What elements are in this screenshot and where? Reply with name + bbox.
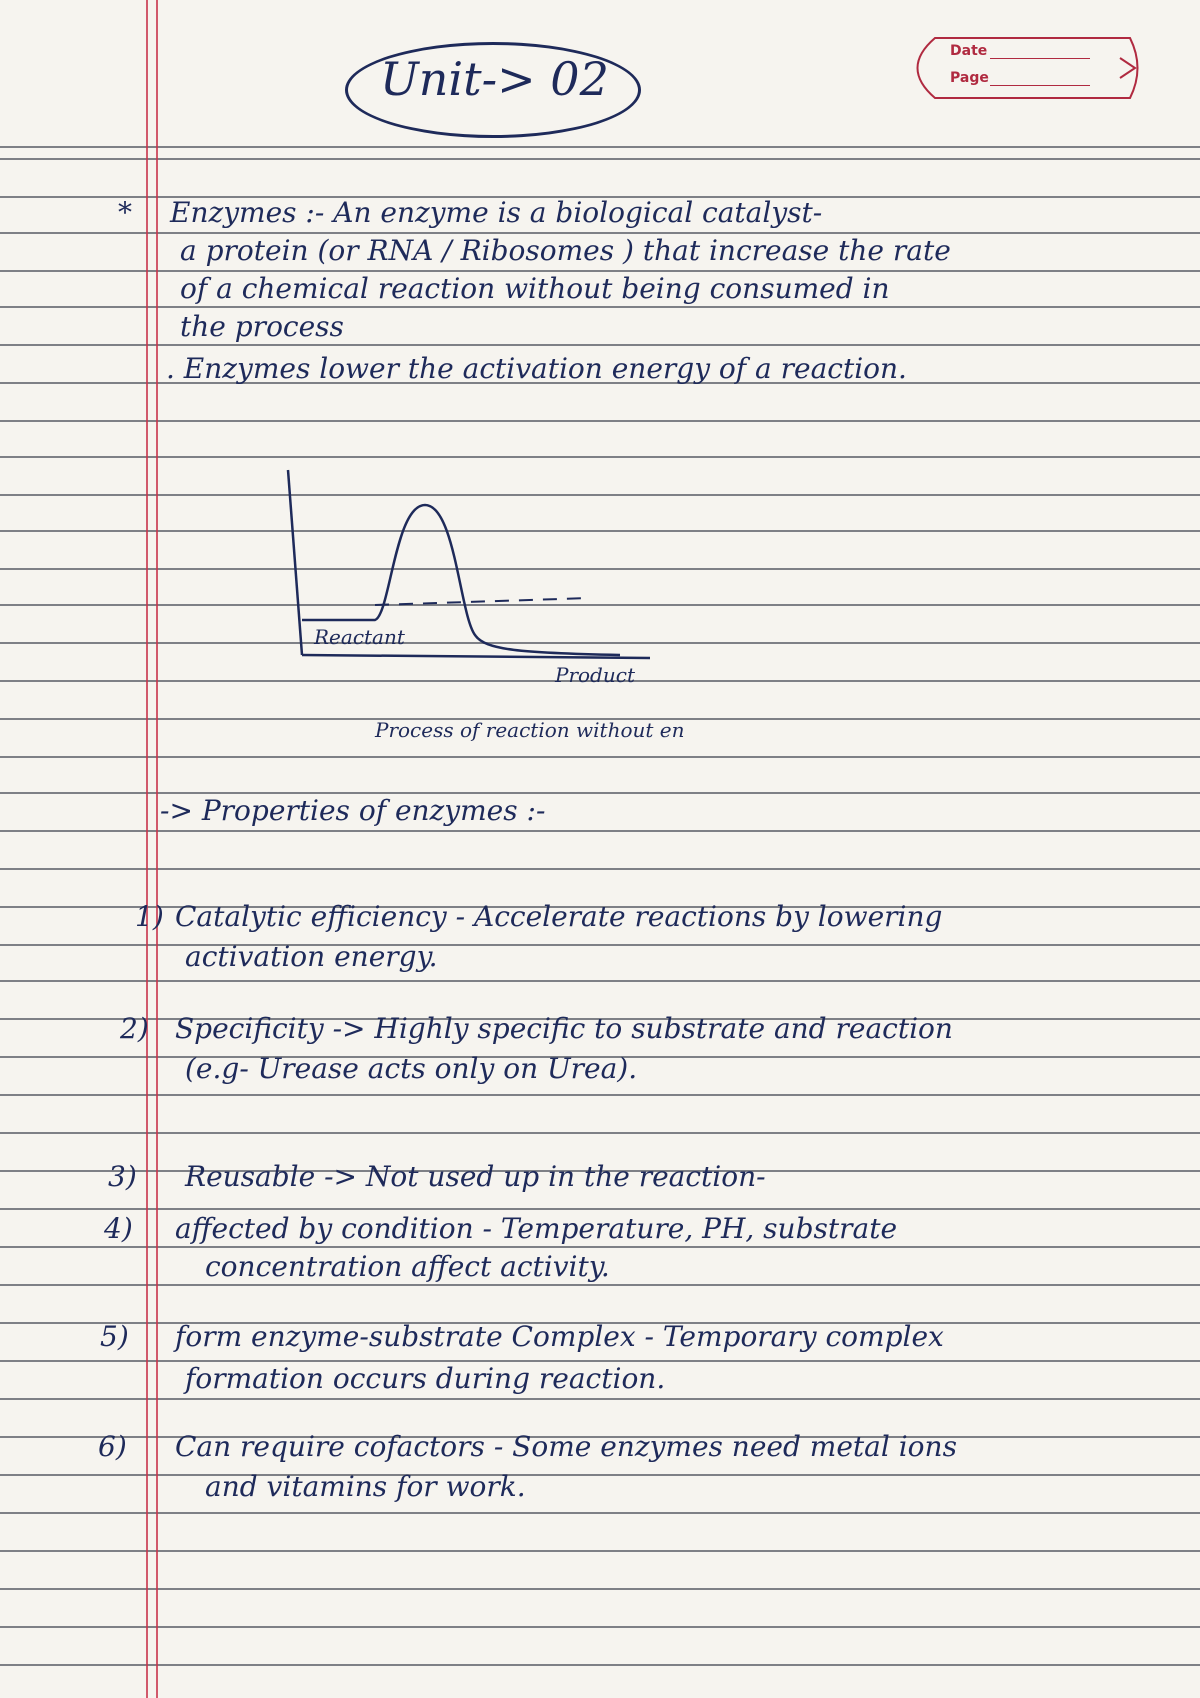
ruled-line xyxy=(0,344,1200,346)
ruled-line xyxy=(0,1132,1200,1134)
property-line: affected by condition - Temperature, PH, substrate xyxy=(175,1212,898,1245)
property-line: Reusable -> Not used up in the reaction- xyxy=(185,1160,766,1193)
unit-title: Unit-> 02 xyxy=(380,52,609,106)
property-line: formation occurs during reaction. xyxy=(185,1362,666,1395)
property-line: Can require cofactors - Some enzymes need metal ions xyxy=(175,1430,957,1463)
definition-line: . Enzymes lower the activation energy of a reaction. xyxy=(166,352,907,385)
diagram-caption: Process of reaction without en xyxy=(375,718,685,742)
ruled-line xyxy=(0,1208,1200,1210)
date-page-stamp xyxy=(895,28,1145,108)
ruled-line xyxy=(0,1550,1200,1552)
page-line xyxy=(990,85,1090,86)
margin-line xyxy=(146,0,148,1698)
ruled-line xyxy=(0,756,1200,758)
item-number: 6) xyxy=(98,1430,127,1463)
ruled-line xyxy=(0,944,1200,946)
ruled-line xyxy=(0,158,1200,160)
date-label: Date xyxy=(950,43,988,59)
ruled-line xyxy=(0,868,1200,870)
y-axis xyxy=(288,470,302,655)
property-line: (e.g- Urease acts only on Urea). xyxy=(185,1052,638,1085)
ruled-line xyxy=(0,146,1200,148)
item-number: 5) xyxy=(100,1320,129,1353)
property-line: activation energy. xyxy=(185,940,438,973)
ruled-line xyxy=(0,1246,1200,1248)
ruled-line xyxy=(0,1512,1200,1514)
property-line: concentration affect activity. xyxy=(205,1250,610,1283)
property-line: Catalytic efficiency - Accelerate reactions by lowering xyxy=(175,900,943,933)
page-label: Page xyxy=(950,70,989,86)
property-line: and vitamins for work. xyxy=(205,1470,526,1503)
ruled-line xyxy=(0,1094,1200,1096)
definition-line: the process xyxy=(180,310,344,343)
ruled-line xyxy=(0,1626,1200,1628)
property-line: Specificity -> Highly specific to substrate and reaction xyxy=(175,1012,953,1045)
item-number: 3) xyxy=(108,1160,137,1193)
definition-bullet: * xyxy=(118,196,132,229)
energy-curve-graphic xyxy=(280,465,660,685)
ruled-line xyxy=(0,1398,1200,1400)
ruled-line xyxy=(0,306,1200,308)
date-page-arrow-icon xyxy=(895,28,1145,108)
item-number: 1) xyxy=(135,900,164,933)
date-line xyxy=(990,58,1090,59)
definition-line: of a chemical reaction without being consumed in xyxy=(180,272,890,305)
ruled-line xyxy=(0,1284,1200,1286)
ruled-line xyxy=(0,1588,1200,1590)
property-line: form enzyme-substrate Complex - Temporary complex xyxy=(175,1320,944,1353)
margin-line xyxy=(156,0,158,1698)
reactant-label: Reactant xyxy=(314,625,405,649)
properties-heading: -> Properties of enzymes :- xyxy=(160,794,546,827)
item-number: 4) xyxy=(104,1212,133,1245)
product-label: Product xyxy=(555,663,635,687)
item-number: 2) xyxy=(120,1012,149,1045)
ruled-line xyxy=(0,420,1200,422)
ruled-line xyxy=(0,1664,1200,1666)
energy-diagram xyxy=(280,465,660,685)
ruled-line xyxy=(0,1474,1200,1476)
ruled-line xyxy=(0,980,1200,982)
ruled-line xyxy=(0,456,1200,458)
definition-line: Enzymes :- An enzyme is a biological catalyst- xyxy=(170,196,823,229)
catalysed-dashed-line xyxy=(375,598,590,605)
ruled-line xyxy=(0,830,1200,832)
definition-line: a protein (or RNA / Ribosomes ) that increase the rate xyxy=(180,234,951,267)
